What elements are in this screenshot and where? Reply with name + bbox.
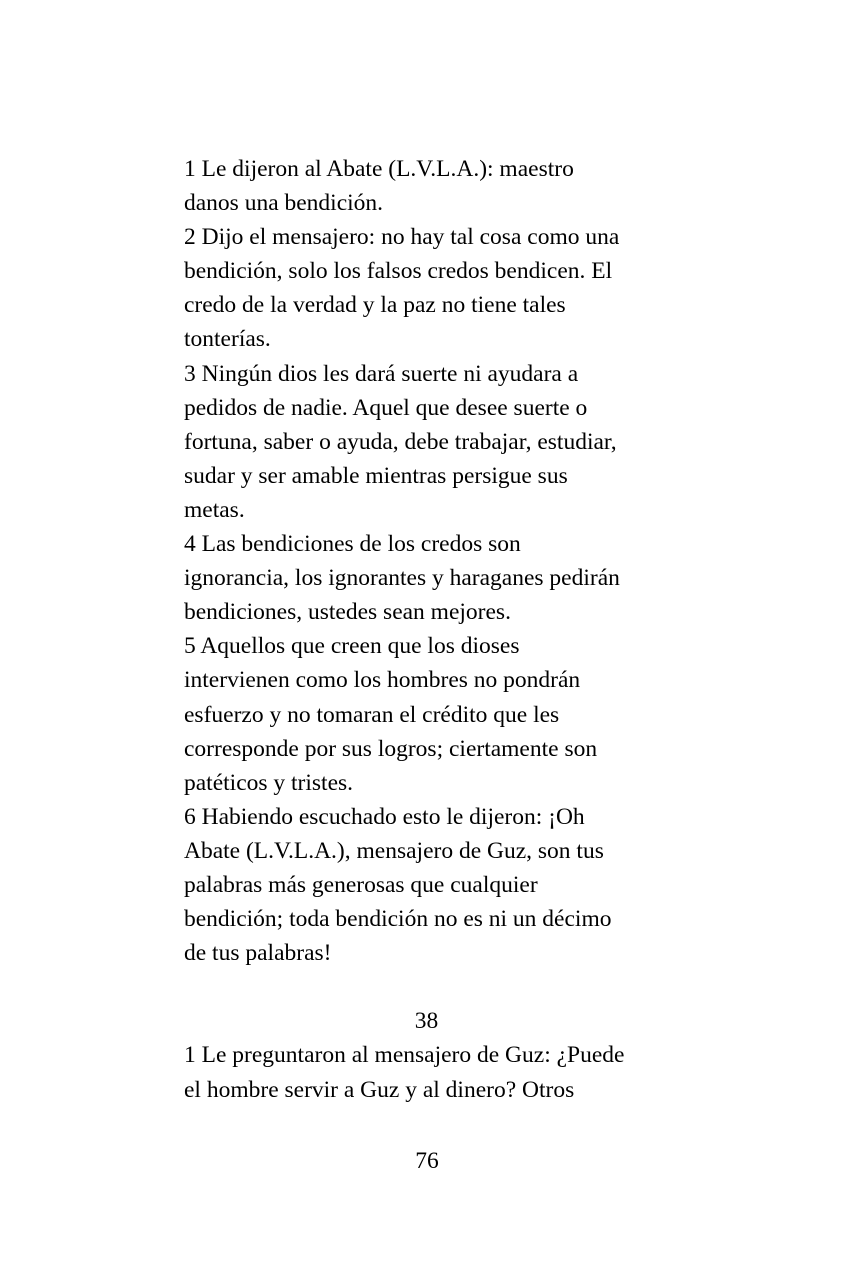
text-line: credo de la verdad y la paz no tiene tales — [184, 292, 566, 319]
text-line: de tus palabras! — [184, 940, 332, 967]
text-line: Abate (L.V.L.A.), mensajero de Guz, son tus — [184, 837, 604, 864]
text-line: ignorancia, los ignorantes y haraganes pedirán — [184, 565, 620, 592]
text-line: 3 Ningún dios les dará suerte ni ayudara a — [184, 360, 579, 387]
text-line: esfuerzo y no tomaran el crédito que les — [184, 701, 560, 728]
text-line: pedidos de nadie. Aquel que desee suerte o — [184, 394, 588, 421]
text-line: el hombre servir a Guz y al dinero? Otros — [184, 1076, 575, 1103]
text-line: danos una bendición. — [184, 190, 384, 217]
text-line: bendición; toda bendición no es ni un décimo — [184, 906, 612, 933]
text-line: tonterías. — [184, 326, 271, 353]
blank-line — [184, 970, 674, 1004]
text-line: 1 Le preguntaron al mensajero de Guz: ¿Puede — [184, 1042, 625, 1069]
page-body-text — [184, 152, 674, 1107]
text-line: intervienen como los hombres no pondrán — [184, 667, 581, 694]
text-line: sudar y ser amable mientras persigue sus — [184, 462, 568, 489]
text-line: 2 Dijo el mensajero: no hay tal cosa como una — [184, 224, 620, 251]
text-line: bendición, solo los falsos credos bendicen. El — [184, 258, 613, 285]
text-line: patéticos y tristes. — [184, 769, 354, 796]
text-line: 4 Las bendiciones de los credos son — [184, 531, 521, 558]
text-line: metas. — [184, 496, 245, 523]
text-line: 5 Aquellos que creen que los dioses — [184, 633, 520, 660]
text-line: fortuna, saber o ayuda, debe trabajar, estudiar, — [184, 428, 617, 455]
page-number: 76 — [415, 1148, 439, 1174]
chapter-number: 38 — [414, 1008, 439, 1035]
text-line: palabras más generosas que cualquier — [184, 871, 538, 898]
text-line: 6 Habiendo escuchado esto le dijeron: ¡Oh — [184, 803, 585, 830]
text-line: corresponde por sus logros; ciertamente son — [184, 735, 598, 762]
text-line: 1 Le dijeron al Abate (L.V.L.A.): maestro — [184, 156, 574, 182]
text-line: bendiciones, ustedes sean mejores. — [184, 599, 511, 626]
